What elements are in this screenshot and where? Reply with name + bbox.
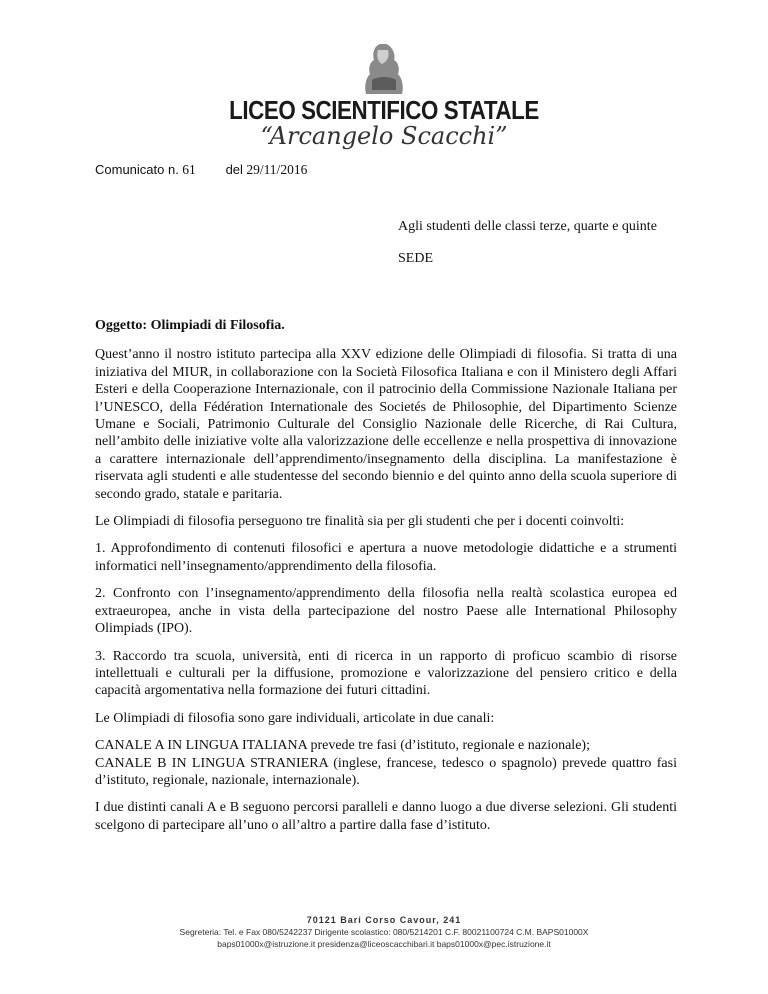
paragraph-aim-1: 1. Approfondimento di contenuti filosofici e apertura a nuove metodologie didattiche e a strumenti informatici nell’insegnamento/apprendimento della filosofia. — [95, 541, 677, 574]
canal-a: CANALE A IN LINGUA ITALIANA prevede tre fasi (d’istituto, regionale e nazionale); — [95, 738, 590, 754]
paragraph-intro: Quest’anno il nostro istituto partecipa alla XXV edizione delle Olimpiadi di filosofia. Si tratta di una iniziativa del MIUR, in collaborazione con la Società Filosofica Italiana e con il Ministero degli Affari Esteri e della Cooperazione Internazionale, con il patrocinio della Commissione Nazionale Italiana per l’UNESCO, della Fédération Internationale des Societés de Philosophie, del Dipartimento Scienze Umane e Sociali, Patrimonio Culturale del Consiglio Nazionale delle Ricerche, di Rai Cultura, nell’ambito delle iniziative volte alla valorizzazione delle eccellenze e nella prospettiva di innovazione a carattere internazionale dell’apprendimento/insegnamento della disciplina. La manifestazione è riservata agli studenti e alle studentesse del secondo biennio e del quinto anno della scuola superiore di secondo grado, statale e paritaria. — [95, 347, 677, 502]
paragraph-aim-3: 3. Raccordo tra scuola, università, enti di ricerca in un rapporto di proficuo scambio di risorse intellettuali e culturali per la diffusione, promozione e valorizzazione del pensiero critico e della capacità argomentativa nella formazione dei futuri cittadini. — [95, 648, 677, 699]
footer-address: 70121 Bari Corso Cavour, 241 — [306, 915, 462, 925]
paragraph-channels: Le Olimpiadi di filosofia sono gare individuali, articolate in due canali: — [95, 710, 495, 726]
letter-body — [95, 317, 677, 844]
canal-b: CANALE B IN LINGUA STRANIERA (inglese, francese, tedesco o spagnolo) prevede quattro fasi d’istituto, regionale, nazionale, internazionale). — [95, 755, 677, 788]
school-subtitle: “Arcangelo Scacchi” — [260, 122, 508, 150]
footer-contacts: Segreteria: Tel. e Fax 080/5242237 Dirigente scolastico: 080/5214201 C.F. 80021100724 C.M. BAPS01000X — [179, 927, 589, 937]
footer-emails: baps01000x@istruzione.it presidenza@liceoscacchibari.it baps01000x@pec.istruzione.it — [217, 939, 551, 949]
comunicato-label: Comunicato n. — [95, 162, 179, 177]
paragraph-selection: I due distinti canali A e B seguono percorsi paralleli e danno luogo a due diverse selezioni. Gli studenti scelgono di partecipare all’uno o all’altro a partire dalla fase d’istituto. — [95, 800, 677, 833]
comunicato-line — [95, 162, 307, 178]
footer — [0, 914, 768, 950]
recipients-sede: SEDE — [398, 251, 433, 266]
date-label: del — [225, 162, 243, 177]
comunicato-number: 61 — [182, 162, 196, 177]
paragraph-aim-2: 2. Confronto con l’insegnamento/apprendimento della filosofia nella realtà scolastica europea ed extraeuropea, anche in vista della partecipazione del nostro Paese alle International Philosophy Olimpiads (IPO). — [95, 586, 677, 637]
subject-line: Oggetto: Olimpiadi di Filosofia. — [95, 318, 285, 333]
school-name: LICEO SCIENTIFICO STATALE — [229, 95, 539, 125]
school-emblem-logo — [352, 40, 416, 96]
recipients-block — [398, 218, 676, 268]
recipients-to: Agli studenti delle classi terze, quarte e quinte — [398, 219, 657, 234]
paragraph-aims: Le Olimpiadi di filosofia perseguono tre finalità sia per gli studenti che per i docenti coinvolti: — [95, 514, 625, 530]
comunicato-date: 29/11/2016 — [246, 162, 308, 177]
